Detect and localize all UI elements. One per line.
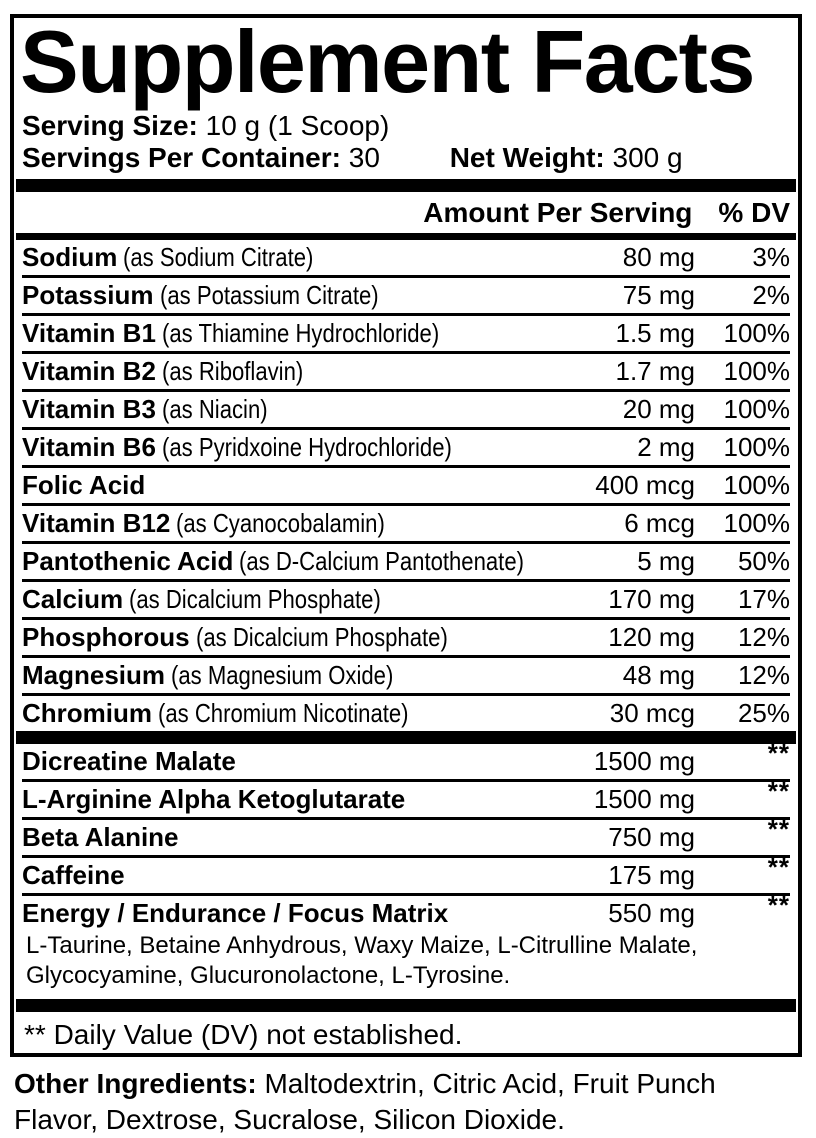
table-row <box>22 389 790 427</box>
ingredient-dv: ** <box>767 813 790 844</box>
ingredient-amount: 400 mcg <box>595 469 695 500</box>
ingredient-source: (as Riboflavin) <box>161 355 304 386</box>
percent-dv-header: % DV <box>718 196 790 228</box>
ingredient-name: Beta Alanine <box>22 821 179 852</box>
ingredient-name: Phosphorous <box>22 621 190 652</box>
amount-per-serving-header: Amount Per Serving <box>423 196 693 228</box>
divider-bar-thick <box>16 179 796 192</box>
row-name-cell <box>22 622 555 653</box>
table-row <box>22 813 790 855</box>
ingredient-dv: ** <box>767 775 790 806</box>
row-name-cell <box>22 470 555 501</box>
ingredient-amount: 750 mg <box>608 821 695 852</box>
ingredient-source: (as Pyridxoine Hydrochloride) <box>161 431 452 462</box>
ingredient-dv: ** <box>767 851 790 882</box>
ingredient-dv: 17% <box>737 583 790 614</box>
ingredient-dv: 100% <box>723 469 790 500</box>
ingredient-source: (as Magnesium Oxide) <box>171 659 394 690</box>
row-name-cell <box>22 432 555 463</box>
divider-bar-thick <box>16 999 796 1012</box>
ingredient-name: Vitamin B3 <box>22 393 156 424</box>
ingredient-name: Vitamin B2 <box>22 355 156 386</box>
row-name-cell <box>22 784 555 815</box>
table-row <box>22 541 790 579</box>
serving-size-line <box>22 110 790 142</box>
ingredient-dv: 100% <box>723 317 790 348</box>
table-row <box>22 775 790 817</box>
table-row <box>22 579 790 617</box>
ingredient-dv: 2% <box>752 279 790 310</box>
table-row <box>22 737 790 779</box>
row-name-cell <box>22 280 555 311</box>
row-name-cell <box>22 508 555 539</box>
ingredient-amount: 20 mg <box>622 393 695 424</box>
ingredient-source: (as Dicalcium Phosphate) <box>195 621 448 652</box>
column-header <box>22 192 790 233</box>
ingredient-name: Vitamin B1 <box>22 317 156 348</box>
ingredient-amount: 1.7 mg <box>615 355 695 386</box>
row-name-cell <box>22 584 555 615</box>
ingredient-name: Chromium <box>22 697 152 728</box>
ingredient-amount: 80 mg <box>622 241 695 272</box>
net-weight <box>450 142 683 174</box>
energy-matrix-ingredients: L-Taurine, Betaine Anhydrous, Waxy Maize, L-Citrulline Malate, Glycocyamine, Glucuronolactone, L-Tyrosine. <box>26 931 698 989</box>
ingredient-source: (as Chromium Nicotinate) <box>158 697 409 728</box>
table-row <box>22 655 790 693</box>
ingredient-amount: 175 mg <box>608 859 695 890</box>
ingredient-name: Caffeine <box>22 859 125 890</box>
row-name-cell <box>22 546 555 577</box>
servings-value: 30 <box>348 141 380 173</box>
ingredient-source: (as Niacin) <box>161 393 268 424</box>
row-name-cell <box>22 698 555 729</box>
row-name-cell <box>22 898 555 929</box>
ingredient-amount: 5 mg <box>637 545 695 576</box>
table-row <box>22 275 790 313</box>
ingredient-name: Vitamin B6 <box>22 431 156 462</box>
ingredient-dv: ** <box>767 737 790 768</box>
servings-label: Servings Per Container: <box>22 141 341 173</box>
panel-title: Supplement Facts <box>20 12 754 111</box>
ingredient-source: (as Thiamine Hydrochloride) <box>161 317 440 348</box>
ingredient-amount: 120 mg <box>608 621 695 652</box>
ingredient-source: (as Dicalcium Phosphate) <box>129 583 381 614</box>
ingredient-amount: 1500 mg <box>593 783 695 814</box>
table-row <box>22 240 790 275</box>
row-name-cell <box>22 746 555 777</box>
ingredient-amount: 30 mcg <box>609 697 695 728</box>
ingredient-amount: 48 mg <box>622 659 695 690</box>
table-row <box>22 617 790 655</box>
ingredient-name: L-Arginine Alpha Ketoglutarate <box>22 783 406 814</box>
table-row <box>22 313 790 351</box>
ingredient-name: Potassium <box>22 279 154 310</box>
ingredient-amount: 1.5 mg <box>615 317 695 348</box>
dv-footnote: ** Daily Value (DV) not established. <box>24 1018 463 1050</box>
ingredient-dv: 50% <box>737 545 790 576</box>
servings-per-container <box>22 142 380 173</box>
ingredient-name: Folic Acid <box>22 469 146 500</box>
table-row <box>22 351 790 389</box>
actives-table <box>22 737 790 931</box>
ingredient-dv: 3% <box>752 241 790 272</box>
ingredient-name: Dicreatine Malate <box>22 745 236 776</box>
ingredient-name: Sodium <box>22 241 118 272</box>
serving-size-value: 10 g (1 Scoop) <box>205 109 390 141</box>
ingredient-dv: 100% <box>723 507 790 538</box>
nutrients-table <box>22 240 790 731</box>
ingredient-amount: 170 mg <box>608 583 695 614</box>
ingredient-source: (as Potassium Citrate) <box>159 279 379 310</box>
other-ingredients-value: Maltodextrin, Citric Acid, Fruit Punch Flavor, Dextrose, Sucralose, Silicon Dioxide. <box>14 1068 716 1135</box>
divider-bar-medium <box>16 233 796 240</box>
ingredient-dv: 100% <box>723 431 790 462</box>
row-name-cell <box>22 860 555 891</box>
ingredient-name: Calcium <box>22 583 124 614</box>
ingredient-name: Pantothenic Acid <box>22 545 234 576</box>
ingredient-dv: 100% <box>723 393 790 424</box>
table-row <box>22 851 790 893</box>
row-name-cell <box>22 356 555 387</box>
table-row <box>22 503 790 541</box>
ingredient-name: Magnesium <box>22 659 166 690</box>
ingredient-name: Vitamin B12 <box>22 507 171 538</box>
other-ingredients <box>14 1066 758 1138</box>
net-weight-value: 300 g <box>612 141 683 173</box>
row-name-cell <box>22 242 555 273</box>
ingredient-dv: 25% <box>737 697 790 728</box>
ingredient-dv: ** <box>767 889 790 920</box>
row-name-cell <box>22 822 555 853</box>
ingredient-source: (as Cyanocobalamin) <box>176 507 386 538</box>
ingredient-amount: 6 mcg <box>624 507 695 538</box>
ingredient-dv: 12% <box>737 621 790 652</box>
table-row <box>22 889 790 931</box>
ingredient-dv: 100% <box>723 355 790 386</box>
ingredient-amount: 75 mg <box>622 279 695 310</box>
ingredient-amount: 1500 mg <box>593 745 695 776</box>
ingredient-amount: 550 mg <box>608 897 695 928</box>
supplement-facts-panel <box>10 14 802 1057</box>
table-row <box>22 427 790 465</box>
table-row <box>22 693 790 731</box>
servings-net-weight-line <box>22 142 790 174</box>
table-row <box>22 465 790 503</box>
other-ingredients-label: Other Ingredients: <box>14 1068 257 1099</box>
ingredient-name: Energy / Endurance / Focus Matrix <box>22 897 449 928</box>
serving-size-label: Serving Size: <box>22 109 198 141</box>
ingredient-source: (as Sodium Citrate) <box>123 241 314 272</box>
row-name-cell <box>22 394 555 425</box>
divider-bar-thick <box>16 731 796 744</box>
ingredient-amount: 2 mg <box>637 431 695 462</box>
net-weight-label: Net Weight: <box>449 141 605 173</box>
row-name-cell <box>22 660 555 691</box>
row-name-cell <box>22 318 555 349</box>
ingredient-source: (as D-Calcium Pantothenate) <box>239 545 525 576</box>
ingredient-dv: 12% <box>737 659 790 690</box>
